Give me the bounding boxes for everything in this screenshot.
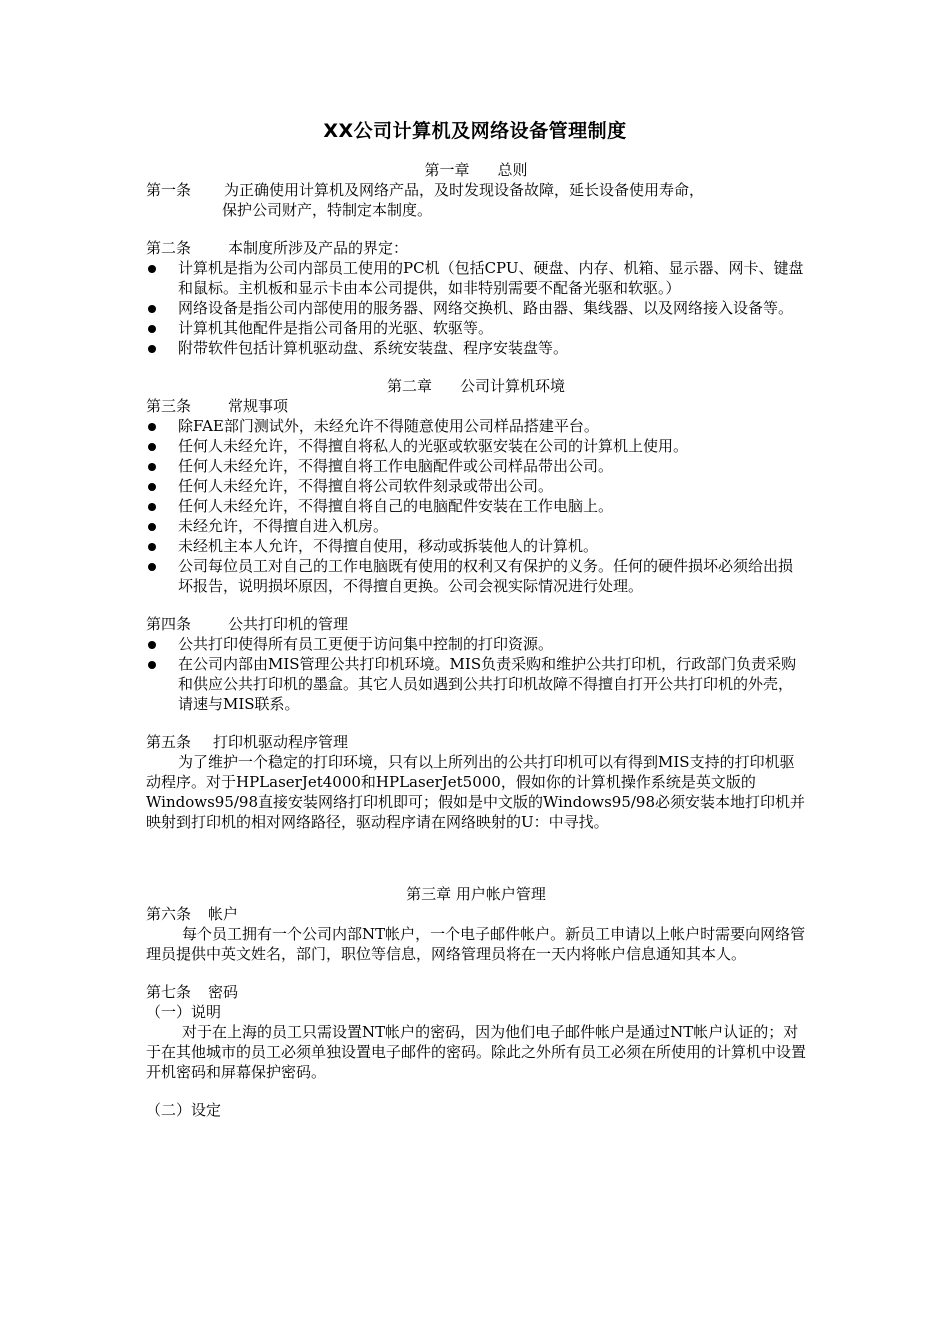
- article-heading: [146, 614, 806, 634]
- article-heading: [146, 180, 806, 200]
- article-text: 为正确使用计算机及网络产品，及时发现设备故障，延长设备使用寿命，: [224, 181, 705, 199]
- list-item-text: 公司每位员工对自己的工作电脑既有使用的权利又有保护的义务。任何的硬件损坏必须给出损坏报告，说明损坏原因，不得擅自更换。公司会视实际情况进行处理。: [178, 557, 794, 595]
- list-item-text: 附带软件包括计算机驱动盘、系统安装盘、程序安装盘等。: [178, 339, 569, 357]
- list-item: [146, 516, 806, 536]
- bullet-icon: [148, 483, 156, 491]
- bullet-icon: [148, 563, 156, 571]
- list-item-text: 计算机是指为公司内部员工使用的PC机（包括CPU、硬盘、内存、机箱、显示器、网卡、键盘和鼠标。主机板和显示卡由本公司提供，如非特别需要不配备光驱和软驱。）: [178, 259, 804, 297]
- list-item: [146, 338, 806, 358]
- chapter-number: 第二章: [386, 377, 432, 395]
- subsection-heading: （二）设定: [146, 1101, 222, 1119]
- list-item-text: 除FAE部门测试外，未经允许不得随意使用公司样品搭建平台。: [178, 417, 599, 435]
- list-item-text: 公共打印使得所有员工更便于访问集中控制的打印资源。: [178, 635, 554, 653]
- list-item: [146, 536, 806, 556]
- list-item-text: 计算机其他配件是指公司备用的光驱、软驱等。: [178, 319, 494, 337]
- article-heading: [146, 982, 806, 1002]
- article-text: 帐户: [208, 905, 239, 923]
- list-item: [146, 496, 806, 516]
- article-text-continued: 保护公司财产，特制定本制度。: [222, 201, 433, 219]
- subsection-heading: （一）说明: [146, 1003, 222, 1021]
- article-label: 第六条: [146, 905, 192, 923]
- chapter-heading: 第三章 用户帐户管理: [406, 885, 546, 903]
- article-label: 第四条: [146, 615, 192, 633]
- list-item: [146, 556, 806, 596]
- bullet-icon: [148, 523, 156, 531]
- list-item-text: 任何人未经允许，不得擅自将私人的光驱或软驱安装在公司的计算机上使用。: [178, 437, 689, 455]
- article-label: 第五条: [146, 733, 192, 751]
- list-item: [146, 298, 806, 318]
- list-item-text: 任何人未经允许，不得擅自将工作电脑配件或公司样品带出公司。: [178, 457, 614, 475]
- article-label: 第七条: [146, 983, 192, 1001]
- article-text: 常规事项: [228, 397, 289, 415]
- document-body: [146, 160, 806, 1120]
- paragraph: 对于在上海的员工只需设置NT帐户的密码，因为他们电子邮件帐户是通过NT帐户认证的；对于在其他城市的员工必须单独设置电子邮件的密码。除此之外所有员工必须在所使用的计算机中设置开机密码和屏幕保护密码。: [146, 1023, 807, 1081]
- bullet-icon: [148, 463, 156, 471]
- chapter-number: 第一章: [424, 161, 470, 179]
- list-item: [146, 318, 806, 338]
- list-item: [146, 456, 806, 476]
- article-text: 密码: [208, 983, 239, 1001]
- chapter-heading: [146, 376, 806, 396]
- article-heading: [146, 396, 806, 416]
- chapter-title: 公司计算机环境: [460, 377, 566, 395]
- list-item: [146, 258, 806, 298]
- article-heading: [146, 732, 806, 752]
- list-item-text: 未经允许，不得擅自进入机房。: [178, 517, 389, 535]
- bullet-icon: [148, 423, 156, 431]
- article-heading: [146, 238, 806, 258]
- bullet-icon: [148, 661, 156, 669]
- article-text: 打印机驱动程序管理: [213, 733, 349, 751]
- paragraph: 为了维护一个稳定的打印环境，只有以上所列出的公共打印机可以有得到MIS支持的打印机驱动程序。对于HPLaserJet4000和HPLaserJet5000，假如你的计算机操作系统是英文版的Windows95/98直接安装网络打印机即可；假如是中文版的Windows95/98必须安装本地打印机并映射到打印机的相对网络路径，驱动程序请在网络映射的U：中寻找。: [146, 753, 806, 831]
- article-text: 公共打印机的管理: [228, 615, 349, 633]
- bullet-icon: [148, 345, 156, 353]
- list-item-text: 未经机主本人允许，不得擅自使用，移动或拆装他人的计算机。: [178, 537, 599, 555]
- list-item: [146, 634, 806, 654]
- bullet-icon: [148, 443, 156, 451]
- chapter-title: 总则: [497, 161, 528, 179]
- list-item-text: 在公司内部由MIS管理公共打印机环境。MIS负责采购和维护公共打印机，行政部门负责采购和供应公共打印机的墨盒。其它人员如遇到公共打印机故障不得擅自打开公共打印机的外壳，请速与MIS联系。: [178, 655, 797, 713]
- list-item-text: 任何人未经允许，不得擅自将公司软件刻录或带出公司。: [178, 477, 554, 495]
- list-item-text: 网络设备是指公司内部使用的服务器、网络交换机、路由器、集线器、以及网络接入设备等。: [178, 299, 794, 317]
- paragraph: 每个员工拥有一个公司内部NT帐户，一个电子邮件帐户。新员工申请以上帐户时需要向网络管理员提供中英文姓名，部门，职位等信息，网络管理员将在一天内将帐户信息通知其本人。: [146, 925, 806, 963]
- list-item: [146, 654, 806, 714]
- bullet-icon: [148, 265, 156, 273]
- article-label: 第二条: [146, 239, 192, 257]
- list-item: [146, 476, 806, 496]
- bullet-icon: [148, 325, 156, 333]
- bullet-icon: [148, 305, 156, 313]
- list-item: [146, 416, 806, 436]
- article-label: 第三条: [146, 397, 192, 415]
- list-item: [146, 436, 806, 456]
- article-text: 本制度所涉及产品的界定：: [228, 239, 409, 257]
- document-title: XX公司计算机及网络设备管理制度: [323, 120, 627, 142]
- chapter-heading: [146, 160, 806, 180]
- list-item-text: 任何人未经允许，不得擅自将自己的电脑配件安装在工作电脑上。: [178, 497, 614, 515]
- bullet-icon: [148, 503, 156, 511]
- bullet-icon: [148, 641, 156, 649]
- bullet-icon: [148, 543, 156, 551]
- article-label: 第一条: [146, 181, 192, 199]
- article-heading: [146, 904, 806, 924]
